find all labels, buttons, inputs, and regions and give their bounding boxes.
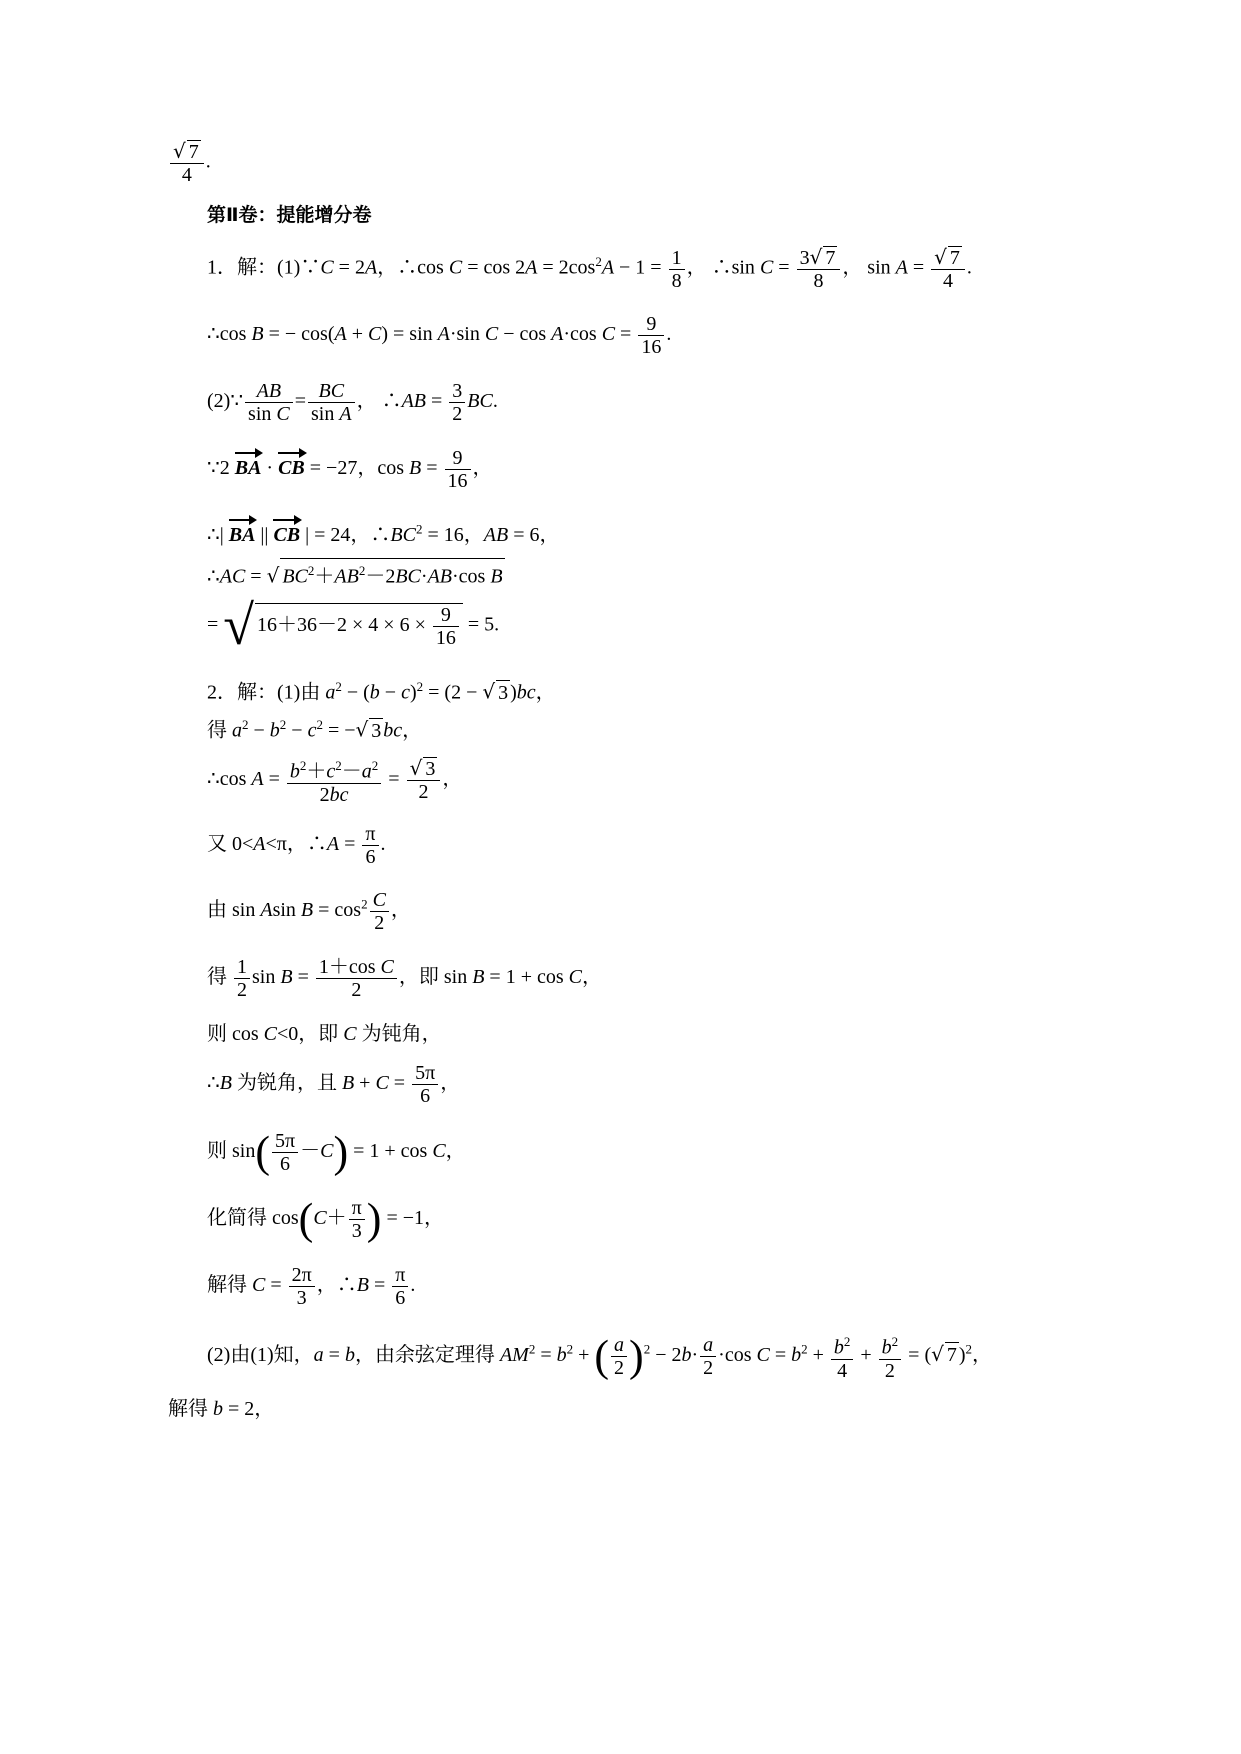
line-8: 2．解：(1)由 $a^2 - (b - c)^2 = (2$ − √ 3 )bc， — [207, 679, 556, 704]
line-18: 解得 C = $\frac{2\pi}{3}$ ，∴B = $\frac{\pi}{6}$ . — [207, 1264, 416, 1309]
line-12: 由 sin Asin $B = \cos^2$ $\frac{C}{2}$ ， — [207, 889, 411, 934]
line-6: ∴AC = √ $BC^2+AB^2-2BC\cdot AB\cdot\cos$ B — [207, 558, 505, 589]
line-3: (2)∵ $\frac{AB}{\text{sin C}}$ = $\frac{BC}{\text{sin A}}$ ， ∴AB = $\frac{3}{2}$ BC. — [207, 380, 498, 425]
section-heading: 第Ⅱ卷：提能增分卷 — [207, 204, 372, 226]
line-1: 1．解：(1)∵C = 2A，∴cos $C = \cos 2A = 2\cos^2A - 1$ = $\frac{1}{8}$ ， ∴sin C = $\frac{3√ 7}{8}$ ， sin A = $\frac{√ 7}{4}$ . — [207, 245, 972, 292]
line-17: 化简得 cos(C＋ $\frac{\pi}{3}$ ) = −1， — [207, 1194, 444, 1244]
line-15: ∴B 为锐角，且 B + C = $\frac{5\pi}{6}$ ， — [207, 1062, 461, 1107]
line-2: ∴cos B = − cos(A + C) = sin A·sin C − cos A·cos C = $\frac{9}{16}$ . — [207, 313, 672, 358]
line-20: 解得 b = 2， — [168, 1396, 275, 1420]
line-16: 则 sin( $\frac{5\pi}{6}$ －C) = 1 + cos C， — [207, 1127, 466, 1177]
fraction-sqrt7-over-4: $\frac{√ 7}{4}$ — [170, 140, 204, 186]
line-7: = √ 16＋36－2 × 4 × 6 × $\frac{9}{16}$ = 5. — [207, 595, 500, 657]
line-4: ∵2 BA · CB = −27，cos B = $\frac{9}{16}$ ， — [207, 447, 493, 492]
line-19: (2)由(1)知，a = b，由余弦定理得 $AM^2 = b^2$ + ( $\frac{a}{2}$ )$^2$ − 2b· $\frac{a}{2}$ ·cos $C = b^2$ + $\frac{b^2}{4}$ + $\frac{b^2}{2}$ = (√ 7 )$^2$， — [207, 1331, 993, 1382]
line-11: 又 0<A<π，∴A = $\frac{\pi}{6}$ . — [207, 823, 386, 868]
line-0: $\frac{√ 7}{4}$ . — [168, 140, 211, 186]
line-13: 得 $\frac{1}{2}$ sin B = $\frac{\text{1＋cos C}}{2}$ ，即 sin B = 1 + cos C， — [207, 956, 602, 1001]
line-10: ∴cos A = $\frac{b^2+c^2-a^2}{2bc}$ = $\frac{√ 3}{2}$ ， — [207, 756, 463, 806]
line-5: ∴| BA || CB | = 24，$\therefore BC^2 = 16$，AB = 6， — [207, 517, 559, 547]
line-14: 则 cos C<0，即 C 为钝角， — [207, 1021, 442, 1045]
line-9: 得 $a^2 - b^2 - c^2$ = −√ 3 bc， — [207, 717, 423, 742]
